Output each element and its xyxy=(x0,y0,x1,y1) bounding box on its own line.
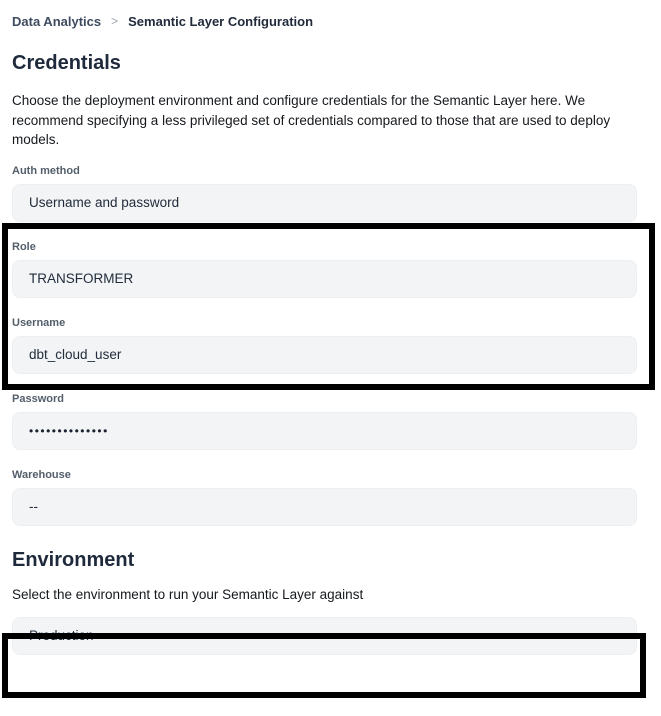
environment-section-title: Environment xyxy=(12,548,135,571)
password-group xyxy=(12,393,637,450)
role-label: Role xyxy=(12,240,36,253)
warehouse-group xyxy=(12,469,637,526)
breadcrumb xyxy=(12,13,637,29)
warehouse-label: Warehouse xyxy=(12,468,71,481)
auth-method-label: Auth method xyxy=(12,164,80,177)
role-field[interactable]: TRANSFORMER xyxy=(12,260,637,298)
credentials-description: Choose the deployment environment and configure credentials for the Semantic Layer here. We recommend specifying a less privileged set of credentials compared to those that are used to deploy models. xyxy=(12,93,611,147)
password-label: Password xyxy=(12,392,64,405)
role-group xyxy=(12,241,637,298)
auth-method-group xyxy=(12,165,637,222)
chevron-right-icon: > xyxy=(111,14,119,28)
warehouse-field[interactable]: -- xyxy=(12,488,637,526)
environment-field[interactable]: Production xyxy=(12,617,637,655)
username-label: Username xyxy=(12,316,66,329)
username-field[interactable]: dbt_cloud_user xyxy=(12,336,637,374)
environment-group xyxy=(12,617,637,655)
auth-method-field[interactable]: Username and password xyxy=(12,184,637,222)
environment-description: Select the environment to run your Semantic Layer against xyxy=(12,586,364,602)
credentials-section-title: Credentials xyxy=(12,52,121,74)
breadcrumb-link-data-analytics[interactable]: Data Analytics xyxy=(12,13,102,29)
breadcrumb-current-page: Semantic Layer Configuration xyxy=(128,13,314,29)
password-field[interactable]: •••••••••••••• xyxy=(12,412,637,450)
username-group xyxy=(12,317,637,374)
